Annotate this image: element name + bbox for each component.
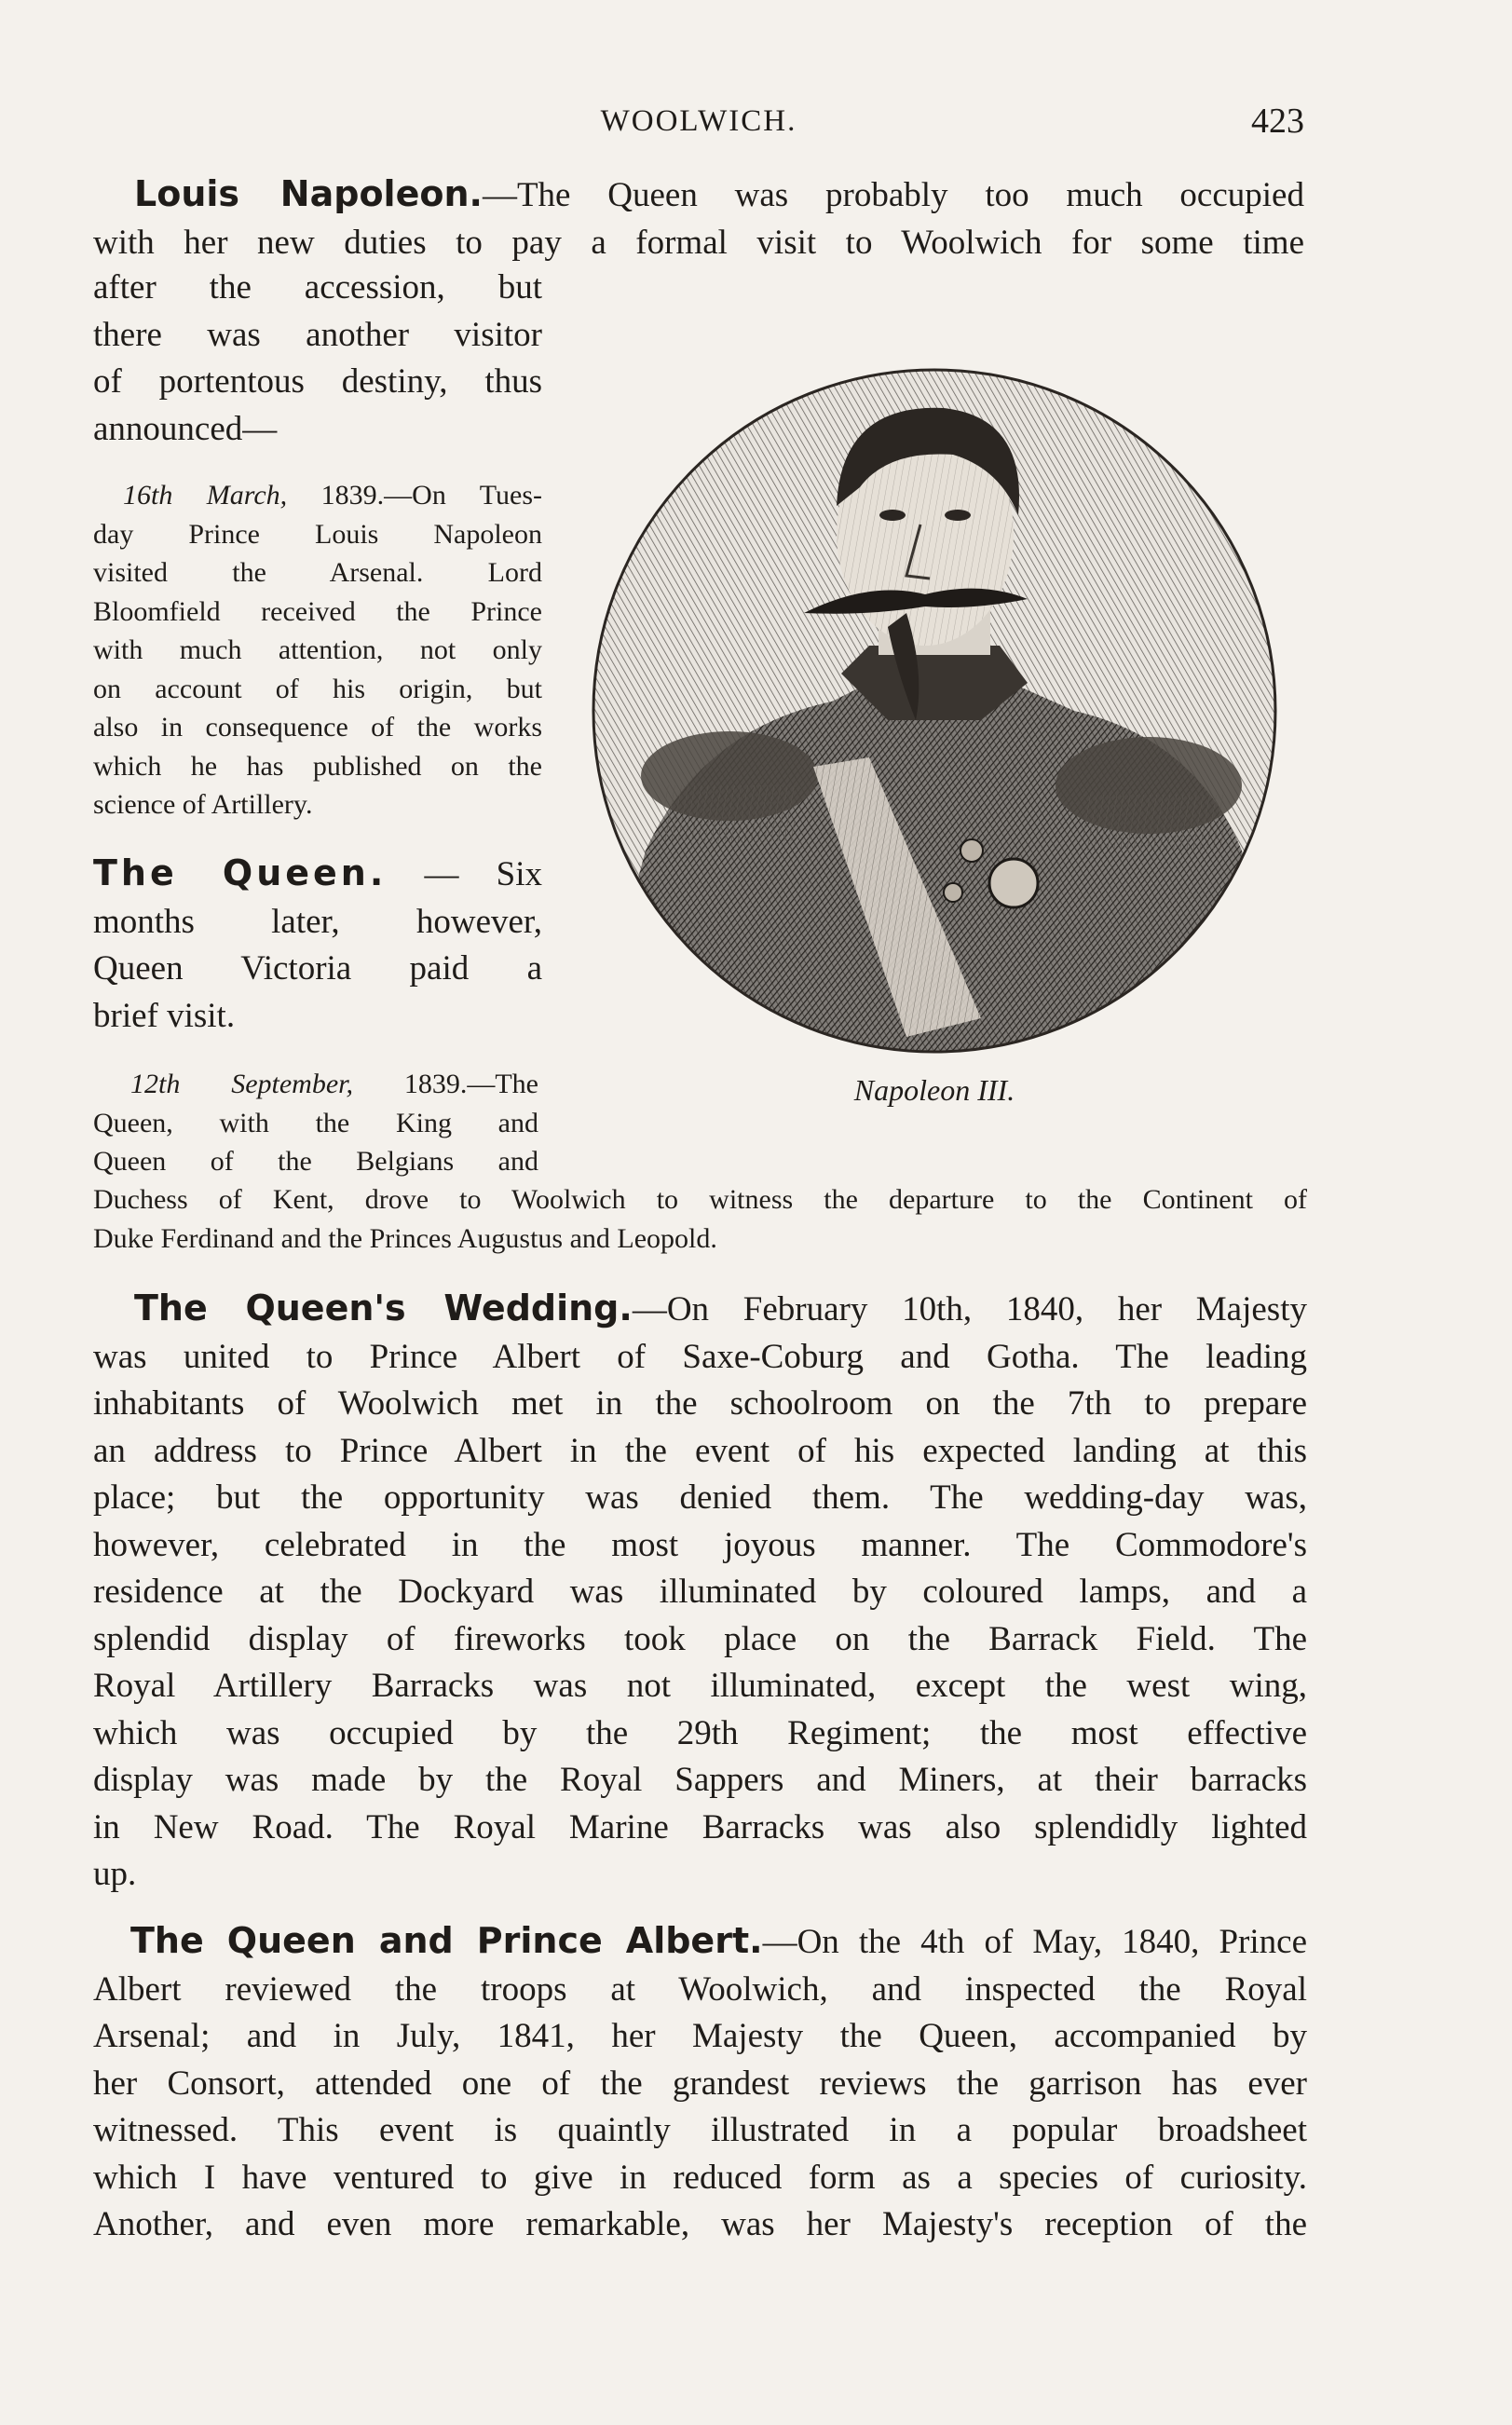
quote-september-1839-wide	[93, 1180, 1307, 1258]
text-line: — Six	[387, 855, 542, 893]
text-line: Bloomfield received the Prince	[93, 595, 542, 627]
text-line: on account of his origin, but	[93, 673, 542, 704]
text-line: an address to Prince Albert in the event of his expected landing at this	[93, 1431, 1307, 1470]
text-line: was united to Prince Albert of Saxe-Coburg and Gotha. The leading	[93, 1337, 1307, 1376]
quote-date: 12th September,	[130, 1069, 353, 1099]
text-line: Queen of the Belgians and	[93, 1146, 538, 1177]
text-line: Arsenal; and in July, 1841, her Majesty the Queen, accompanied by	[93, 2017, 1307, 2055]
text-line: with her new duties to pay a formal visit to Woolwich for some time	[93, 223, 1304, 262]
text-line: Another, and even more remarkable, was her Majesty's reception of the	[93, 2205, 1307, 2243]
portrait-engraving-image	[590, 366, 1279, 1056]
text-line: which I have ventured to give in reduced form as a species of curiosity.	[93, 2158, 1307, 2197]
heading-queen-and-prince-albert: The Queen and Prince Albert.	[130, 1920, 763, 1961]
text-line: splendid display of fireworks took place on the Barrack Field. The	[93, 1619, 1307, 1658]
text-line: Duke Ferdinand and the Princes Augustus and Leopold.	[93, 1222, 717, 1254]
text-line: brief visit.	[93, 996, 236, 1035]
text-line: of portentous destiny, thus	[93, 362, 542, 401]
text-line: Duchess of Kent, drove to Woolwich to witness the departure to the Continent of	[93, 1184, 1307, 1215]
text-line: Royal Artillery Barracks was not illuminated, except the west wing,	[93, 1667, 1307, 1705]
text-line: science of Artillery.	[93, 789, 313, 820]
text-line: —On the 4th of May, 1840, Prince	[762, 1923, 1308, 1961]
section-louis-napoleon-narrow	[93, 265, 542, 453]
text-line: 1839.—On Tues-	[287, 480, 543, 511]
text-line: her Consort, attended one of the grandest reviews the garrison has ever	[93, 2064, 1307, 2103]
section-queens-wedding	[93, 1285, 1307, 1899]
text-line: which he has published on the	[93, 750, 542, 782]
text-line: Queen Victoria paid a	[93, 949, 542, 988]
text-line: 1839.—The	[353, 1069, 538, 1099]
text-line: Queen, with the King and	[93, 1107, 538, 1138]
figure-caption: Napoleon III.	[853, 1073, 1015, 1107]
text-line: also in consequence of the works	[93, 712, 542, 742]
running-head: WOOLWICH.	[600, 104, 797, 138]
heading-louis-napoleon: Louis Napoleon.	[134, 173, 483, 214]
text-line: after the accession, but	[93, 268, 542, 307]
quote-september-1839	[93, 1065, 538, 1181]
text-line: months later, however,	[93, 902, 542, 941]
text-line: with much attention, not only	[93, 634, 542, 665]
text-line: —On February 10th, 1840, her Majesty	[632, 1290, 1307, 1328]
text-line: however, celebrated in the most joyous manner. The Commodore's	[93, 1525, 1307, 1564]
text-line: announced—	[93, 409, 278, 448]
text-line: witnessed. This event is quaintly illustrated in a popular broadsheet	[93, 2111, 1307, 2149]
heading-queens-wedding: The Queen's Wedding.	[134, 1287, 633, 1328]
text-line: up.	[93, 1855, 137, 1893]
quote-march-1839	[93, 476, 542, 824]
text-line: display was made by the Royal Sappers and Miners, at their barracks	[93, 1761, 1307, 1799]
text-line: —The Queen was probably too much occupied	[482, 176, 1304, 214]
text-line: visited the Arsenal. Lord	[93, 557, 542, 588]
page-number: 423	[1251, 102, 1304, 141]
section-the-queen	[93, 850, 542, 1040]
text-line: in New Road. The Royal Marine Barracks was also splendidly lighted	[93, 1807, 1307, 1846]
quote-date: 16th March,	[123, 480, 288, 511]
text-line: place; but the opportunity was denied them. The wedding-day was,	[93, 1478, 1307, 1517]
text-line: there was another visitor	[93, 315, 542, 354]
text-line: day Prince Louis Napoleon	[93, 518, 542, 550]
text-line: residence at the Dockyard was illuminated by coloured lamps, and a	[93, 1573, 1307, 1611]
portrait-napoleon-iii	[590, 366, 1279, 1056]
page-header	[93, 101, 1304, 147]
text-line: Albert reviewed the troops at Woolwich, and inspected the Royal	[93, 1969, 1307, 2009]
text-line: which was occupied by the 29th Regiment; the most effective	[93, 1713, 1307, 1752]
text-line: inhabitants of Woolwich met in the schoolroom on the 7th to prepare	[93, 1384, 1307, 1423]
heading-the-queen: The Queen.	[93, 852, 388, 893]
section-louis-napoleon-intro	[93, 170, 1304, 266]
section-queen-and-prince-albert	[93, 1917, 1307, 2249]
